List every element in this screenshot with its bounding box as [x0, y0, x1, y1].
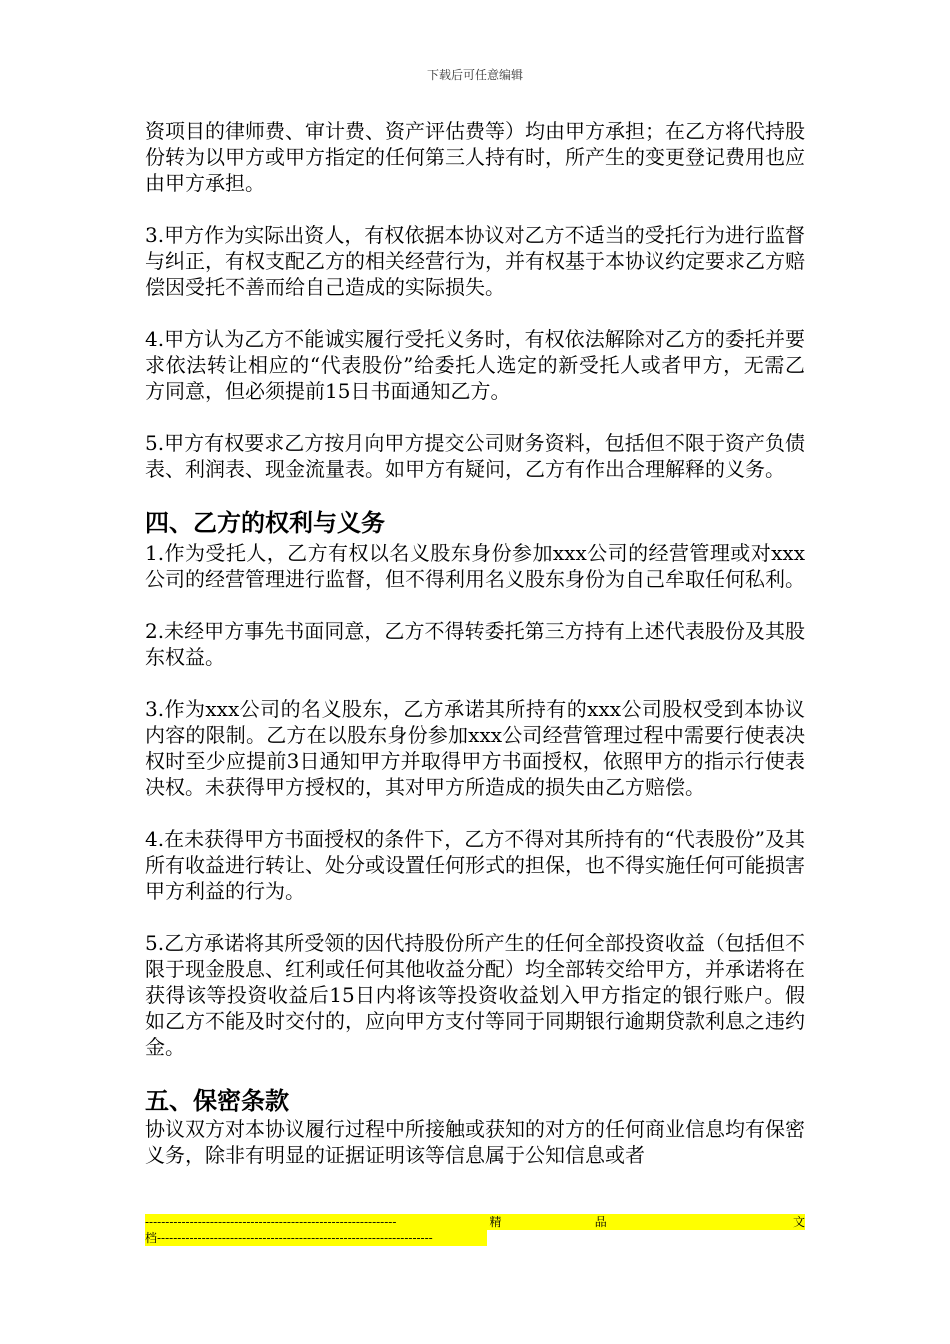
section5-paragraph-1: 协议双方对本协议履行过程中所接触或获知的对方的任何商业信息均有保密义务，除非有明显的证据证明该等信息属于公知信息或者 — [145, 1117, 805, 1167]
document-body — [145, 118, 805, 1168]
page-header: 下载后可任意编辑 — [426, 68, 523, 82]
paragraph-3: 3.甲方作为实际出资人，有权依据本协议对乙方不适当的受托行为进行监督与纠正，有权支配乙方的相关经营行为，并有权基于本协议约定要求乙方赔偿因受托不善而给自己造成的实际损失。 — [145, 223, 805, 299]
footer-line-1 — [145, 1214, 805, 1230]
footer-char-3: 文 — [792, 1215, 805, 1229]
paragraph-continued: 资项目的律师费、审计费、资产评估费等）均由甲方承担；在乙方将代持股份转为以甲方或甲方指定的任何第三人持有时，所产生的变更登记费用也应由甲方承担。 — [145, 119, 805, 195]
section-heading-4: 四、乙方的权利与义务 — [145, 508, 385, 537]
section-heading-5: 五、保密条款 — [145, 1086, 289, 1115]
paragraph-4: 4.甲方认为乙方不能诚实履行受托义务时，有权依法解除对乙方的委托并要求依法转让相应的“代表股份”给委托人选定的新受托人或者甲方，无需乙方同意，但必须提前15日书面通知乙方。 — [145, 327, 805, 403]
footer-char-2: 品 — [594, 1215, 607, 1229]
footer-line-2: 档-------------------------------------------------------------------- — [145, 1230, 487, 1246]
footer-char-1: 精 — [489, 1215, 502, 1229]
footer-dashes: -------------------------------------------------------------- — [145, 1215, 397, 1229]
paragraph-5: 5.甲方有权要求乙方按月向甲方提交公司财务资料，包括但不限于资产负债表、利润表、现金流量表。如甲方有疑问，乙方有作出合理解释的义务。 — [145, 431, 805, 481]
section4-paragraph-4: 4.在未获得甲方书面授权的条件下，乙方不得对其所持有的“代表股份”及其所有收益进行转让、处分或设置任何形式的担保，也不得实施任何可能损害甲方利益的行为。 — [145, 827, 805, 903]
section4-paragraph-5: 5.乙方承诺将其所受领的因代持股份所产生的任何全部投资收益（包括但不限于现金股息、红利或任何其他收益分配）均全部转交给甲方，并承诺将在获得该等投资收益后15日内将该等投资收益划入甲方指定的银行账户。假如乙方不能及时交付的，应向甲方支付等同于同期银行逾期贷款利息之违约金。 — [145, 931, 805, 1059]
section4-paragraph-2: 2.未经甲方事先书面同意，乙方不得转委托第三方持有上述代表股份及其股东权益。 — [145, 619, 805, 669]
footer-watermark — [145, 1214, 805, 1250]
section4-paragraph-3: 3.作为xxx公司的名义股东，乙方承诺其所持有的xxx公司股权受到本协议内容的限制。乙方在以股东身份参加xxx公司经营管理过程中需要行使表决权时至少应提前3日通知甲方并取得甲方书面授权，依照甲方的指示行使表决权。未获得甲方授权的，其对甲方所造成的损失由乙方赔偿。 — [145, 697, 805, 799]
section4-paragraph-1: 1.作为受托人，乙方有权以名义股东身份参加xxx公司的经营管理或对xxx公司的经营管理进行监督，但不得利用名义股东身份为自己牟取任何私利。 — [145, 541, 805, 591]
